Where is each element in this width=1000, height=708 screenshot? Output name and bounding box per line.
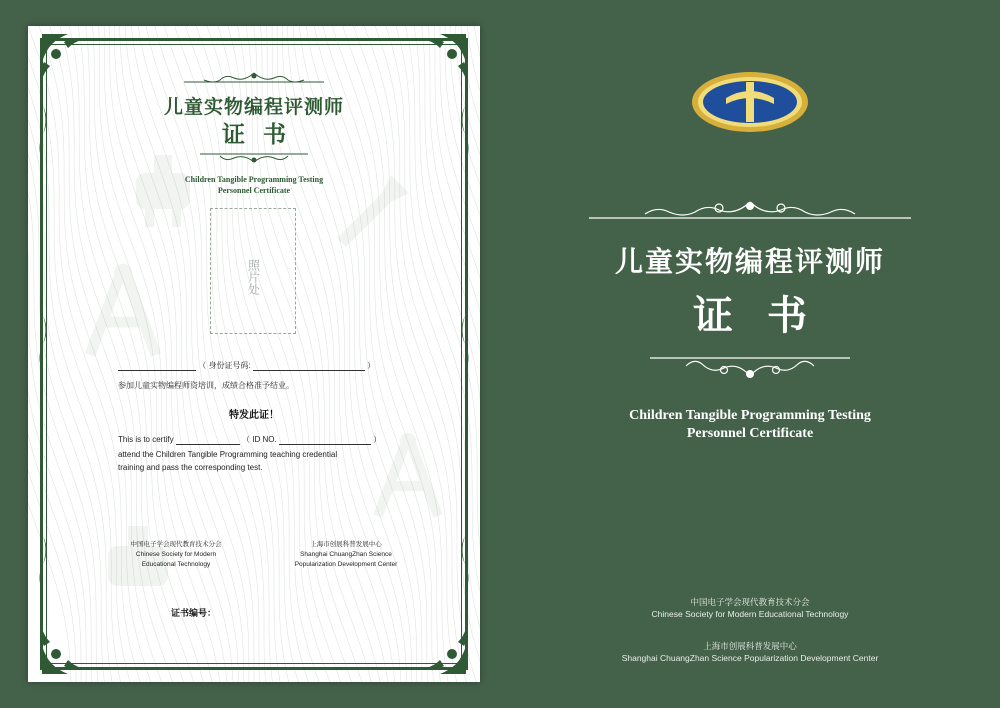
emblem-logo-icon <box>690 70 810 134</box>
corner-flourish-icon <box>34 624 86 676</box>
certify-suffix: ） <box>373 435 382 444</box>
side-ornament-icon <box>458 536 472 592</box>
certify-line <box>118 434 381 445</box>
inner-subtitle-chinese: 证书 <box>222 121 304 148</box>
inner-org-1 <box>106 540 246 570</box>
corner-flourish-icon <box>422 624 474 676</box>
photo-label-text: 照片处 <box>246 259 261 295</box>
id-number-blank <box>253 362 365 371</box>
inner-org2-en-line1: Shanghai ChuangZhan Science <box>300 551 392 558</box>
cover-title-en-line2: Personnel Certificate <box>686 426 814 441</box>
cover-org2-zh: 上海市创展科普发展中心 <box>703 641 797 651</box>
cover-org-2 <box>585 640 915 664</box>
cover-org1-en: Chinese Society for Modern Educational Technology <box>651 609 849 619</box>
cover-org-1 <box>585 596 915 620</box>
id-prefix: （ 身份证号码: <box>198 361 251 370</box>
cover-title-english <box>585 407 915 443</box>
scroll-divider-icon <box>194 148 314 166</box>
name-blank <box>118 362 196 371</box>
body-chinese: 参加儿童实物编程师资培训，成绩合格准予结业。 <box>118 381 294 390</box>
side-ornament-icon <box>36 316 50 372</box>
body-english-line2: training and pass the corresponding test. <box>118 463 263 472</box>
cover-org2-en: Shanghai ChuangZhan Science Popularization Development Center <box>621 653 879 663</box>
inner-org1-en-line1: Chinese Society for Modern <box>135 551 217 558</box>
photo-placeholder <box>210 208 296 334</box>
cover-subtitle-chinese: 证书 <box>693 292 841 339</box>
inner-org1-zh: 中国电子学会现代教育技术分会 <box>130 541 222 548</box>
inner-org1-en-line2: Educational Technology <box>141 561 211 568</box>
scroll-divider-icon <box>585 196 915 226</box>
body-english-line1: attend the Children Tangible Programming teaching credential <box>118 450 338 459</box>
id-suffix: ） <box>367 361 376 370</box>
cover-org1-zh: 中国电子学会现代教育技术分会 <box>690 597 810 607</box>
id-number-line <box>118 360 375 371</box>
side-ornament-icon <box>458 316 472 372</box>
certify-id-blank <box>279 436 371 445</box>
corner-flourish-icon <box>422 32 474 84</box>
certify-name-blank <box>176 436 240 445</box>
inner-org2-zh: 上海市创展科普发展中心 <box>310 541 382 548</box>
side-ornament-icon <box>36 536 50 592</box>
inner-title-en-line1: Children Tangible Programming Testing <box>184 175 324 184</box>
inner-title-chinese: 儿童实物编程评测师 <box>163 96 344 118</box>
inner-title-en-line2: Personnel Certificate <box>217 186 291 195</box>
cover-title-chinese: 儿童实物编程评测师 <box>614 245 885 278</box>
inner-org-2 <box>276 540 416 570</box>
scroll-divider-icon <box>646 352 854 382</box>
corner-flourish-icon <box>34 32 86 84</box>
special-issue-text: 特发此证！ <box>229 410 279 421</box>
cover-title-en-line1: Children Tangible Programming Testing <box>629 408 871 423</box>
scroll-divider-icon <box>174 70 334 88</box>
photo-label <box>211 247 295 307</box>
certificate-inner-page <box>28 26 480 682</box>
certificate-number-label: 证书编号： <box>171 608 217 618</box>
certify-id: （ ID NO. <box>242 435 277 444</box>
inner-org2-en-line2: Popularization Development Center <box>294 561 398 568</box>
inner-title-english <box>28 174 480 196</box>
certify-prefix: This is to certify <box>118 435 174 444</box>
